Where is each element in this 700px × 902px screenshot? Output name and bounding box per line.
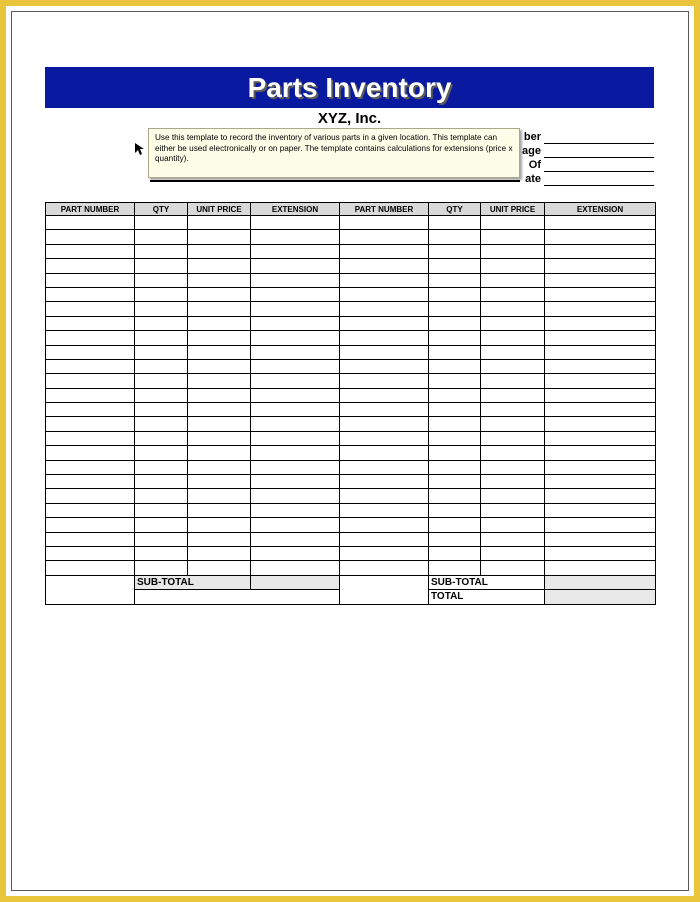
- table-row: [46, 388, 656, 402]
- part-number-cell[interactable]: [340, 561, 429, 575]
- unit-price-cell[interactable]: [188, 446, 251, 460]
- extension-cell[interactable]: [251, 345, 340, 359]
- extension-cell[interactable]: [545, 417, 656, 431]
- extension-cell[interactable]: [251, 287, 340, 301]
- part-number-cell[interactable]: [46, 446, 135, 460]
- part-number-cell[interactable]: [46, 503, 135, 517]
- header-qty: QTY: [429, 203, 481, 216]
- qty-cell[interactable]: [135, 546, 188, 560]
- subtotal-label: SUB-TOTAL: [429, 575, 545, 589]
- unit-price-cell[interactable]: [188, 230, 251, 244]
- unit-price-cell[interactable]: [188, 316, 251, 330]
- qty-cell[interactable]: [135, 273, 188, 287]
- qty-cell[interactable]: [429, 259, 481, 273]
- unit-price-cell[interactable]: [188, 259, 251, 273]
- extension-cell[interactable]: [545, 503, 656, 517]
- extension-cell[interactable]: [545, 244, 656, 258]
- part-number-cell[interactable]: [46, 345, 135, 359]
- extension-cell[interactable]: [251, 475, 340, 489]
- extension-cell[interactable]: [545, 460, 656, 474]
- qty-cell[interactable]: [135, 489, 188, 503]
- extension-cell[interactable]: [251, 561, 340, 575]
- unit-price-cell[interactable]: [481, 561, 545, 575]
- qty-cell[interactable]: [135, 302, 188, 316]
- table-row: [46, 345, 656, 359]
- unit-price-cell[interactable]: [481, 417, 545, 431]
- extension-cell[interactable]: [545, 446, 656, 460]
- unit-price-cell[interactable]: [188, 374, 251, 388]
- table-row: [46, 532, 656, 546]
- extension-cell[interactable]: [251, 216, 340, 230]
- part-number-cell[interactable]: [46, 244, 135, 258]
- part-number-cell[interactable]: [46, 460, 135, 474]
- unit-price-cell[interactable]: [188, 302, 251, 316]
- part-number-cell[interactable]: [340, 532, 429, 546]
- table-row: [46, 546, 656, 560]
- qty-cell[interactable]: [135, 475, 188, 489]
- unit-price-cell[interactable]: [481, 431, 545, 445]
- tooltip-underline: [150, 180, 520, 182]
- qty-cell[interactable]: [135, 403, 188, 417]
- summary-blank: [135, 590, 340, 604]
- page-title: Parts Inventory: [45, 67, 654, 108]
- part-number-cell[interactable]: [46, 374, 135, 388]
- unit-price-cell[interactable]: [188, 417, 251, 431]
- unit-price-cell[interactable]: [481, 374, 545, 388]
- qty-cell[interactable]: [135, 431, 188, 445]
- unit-price-cell[interactable]: [481, 216, 545, 230]
- info-field-page[interactable]: [544, 157, 654, 158]
- table-row: [46, 273, 656, 287]
- part-number-cell[interactable]: [46, 331, 135, 345]
- extension-cell[interactable]: [251, 446, 340, 460]
- qty-cell[interactable]: [135, 259, 188, 273]
- qty-cell[interactable]: [429, 503, 481, 517]
- extension-cell[interactable]: [251, 503, 340, 517]
- qty-cell[interactable]: [135, 244, 188, 258]
- qty-cell[interactable]: [135, 417, 188, 431]
- qty-cell[interactable]: [429, 518, 481, 532]
- extension-cell[interactable]: [251, 532, 340, 546]
- unit-price-cell[interactable]: [481, 460, 545, 474]
- unit-price-cell[interactable]: [481, 446, 545, 460]
- subtotal-value-right: [545, 575, 656, 589]
- unit-price-cell[interactable]: [481, 287, 545, 301]
- unit-price-cell[interactable]: [481, 403, 545, 417]
- inventory-table: [45, 202, 656, 605]
- unit-price-cell[interactable]: [188, 460, 251, 474]
- qty-cell[interactable]: [429, 316, 481, 330]
- part-number-cell[interactable]: [340, 417, 429, 431]
- extension-cell[interactable]: [545, 489, 656, 503]
- extension-cell[interactable]: [545, 359, 656, 373]
- unit-price-cell[interactable]: [481, 518, 545, 532]
- extension-cell[interactable]: [545, 216, 656, 230]
- qty-cell[interactable]: [135, 287, 188, 301]
- extension-cell[interactable]: [251, 388, 340, 402]
- unit-price-cell[interactable]: [188, 287, 251, 301]
- extension-cell[interactable]: [251, 316, 340, 330]
- part-number-cell[interactable]: [46, 273, 135, 287]
- qty-cell[interactable]: [429, 403, 481, 417]
- unit-price-cell[interactable]: [188, 345, 251, 359]
- table-row: [46, 460, 656, 474]
- qty-cell[interactable]: [429, 489, 481, 503]
- extension-cell[interactable]: [251, 273, 340, 287]
- total-label: TOTAL: [429, 590, 545, 604]
- table-row: [46, 446, 656, 460]
- qty-cell[interactable]: [429, 345, 481, 359]
- unit-price-cell[interactable]: [188, 388, 251, 402]
- unit-price-cell[interactable]: [481, 230, 545, 244]
- qty-cell[interactable]: [429, 475, 481, 489]
- unit-price-cell[interactable]: [188, 532, 251, 546]
- unit-price-cell[interactable]: [481, 244, 545, 258]
- part-number-cell[interactable]: [340, 431, 429, 445]
- part-number-cell[interactable]: [340, 216, 429, 230]
- part-number-cell[interactable]: [46, 489, 135, 503]
- unit-price-cell[interactable]: [188, 359, 251, 373]
- info-field-date[interactable]: [544, 185, 654, 186]
- summary-spacer: [46, 575, 135, 604]
- extension-cell[interactable]: [545, 259, 656, 273]
- qty-cell[interactable]: [429, 302, 481, 316]
- part-number-cell[interactable]: [46, 359, 135, 373]
- part-number-cell[interactable]: [46, 302, 135, 316]
- extension-cell[interactable]: [251, 417, 340, 431]
- extension-cell[interactable]: [251, 302, 340, 316]
- qty-cell[interactable]: [429, 546, 481, 560]
- part-number-cell[interactable]: [340, 546, 429, 560]
- table-row: [46, 359, 656, 373]
- extension-cell[interactable]: [251, 431, 340, 445]
- qty-cell[interactable]: [429, 431, 481, 445]
- unit-price-cell[interactable]: [481, 273, 545, 287]
- table-row: [46, 503, 656, 517]
- part-number-cell[interactable]: [46, 259, 135, 273]
- unit-price-cell[interactable]: [188, 546, 251, 560]
- extension-cell[interactable]: [545, 316, 656, 330]
- table-row: [46, 417, 656, 431]
- part-number-cell[interactable]: [46, 546, 135, 560]
- qty-cell[interactable]: [135, 388, 188, 402]
- extension-cell[interactable]: [545, 302, 656, 316]
- unit-price-cell[interactable]: [188, 489, 251, 503]
- extension-cell[interactable]: [545, 532, 656, 546]
- header-qty: QTY: [135, 203, 188, 216]
- qty-cell[interactable]: [429, 287, 481, 301]
- unit-price-cell[interactable]: [481, 546, 545, 560]
- qty-cell[interactable]: [429, 273, 481, 287]
- part-number-cell[interactable]: [46, 475, 135, 489]
- header-part-number: PART NUMBER: [340, 203, 429, 216]
- qty-cell[interactable]: [429, 359, 481, 373]
- unit-price-cell[interactable]: [188, 518, 251, 532]
- unit-price-cell[interactable]: [188, 244, 251, 258]
- unit-price-cell[interactable]: [188, 273, 251, 287]
- part-number-cell[interactable]: [340, 316, 429, 330]
- qty-cell[interactable]: [135, 331, 188, 345]
- part-number-cell[interactable]: [46, 388, 135, 402]
- extension-cell[interactable]: [545, 273, 656, 287]
- qty-cell[interactable]: [135, 503, 188, 517]
- table-row: [46, 302, 656, 316]
- header-extension: EXTENSION: [545, 203, 656, 216]
- table-row: [46, 403, 656, 417]
- qty-cell[interactable]: [135, 446, 188, 460]
- extension-cell[interactable]: [545, 230, 656, 244]
- qty-cell[interactable]: [135, 518, 188, 532]
- unit-price-cell[interactable]: [188, 561, 251, 575]
- part-number-cell[interactable]: [340, 359, 429, 373]
- part-number-cell[interactable]: [46, 230, 135, 244]
- extension-cell[interactable]: [251, 259, 340, 273]
- qty-cell[interactable]: [135, 316, 188, 330]
- table-row: [46, 287, 656, 301]
- part-number-cell[interactable]: [340, 403, 429, 417]
- unit-price-cell[interactable]: [481, 503, 545, 517]
- extension-cell[interactable]: [251, 230, 340, 244]
- unit-price-cell[interactable]: [188, 431, 251, 445]
- info-label-page: age: [522, 145, 541, 157]
- part-number-cell[interactable]: [46, 561, 135, 575]
- part-number-cell[interactable]: [46, 287, 135, 301]
- comment-tooltip: Use this template to record the inventory of various parts in a given location. This template can either be used electronically or on paper. The template contains calculations for extensions (price x quantity).: [148, 128, 520, 178]
- part-number-cell[interactable]: [340, 460, 429, 474]
- qty-cell[interactable]: [429, 230, 481, 244]
- part-number-cell[interactable]: [340, 331, 429, 345]
- unit-price-cell[interactable]: [481, 316, 545, 330]
- qty-cell[interactable]: [429, 374, 481, 388]
- total-value: [545, 590, 656, 604]
- extension-cell[interactable]: [545, 388, 656, 402]
- unit-price-cell[interactable]: [188, 503, 251, 517]
- unit-price-cell[interactable]: [188, 475, 251, 489]
- qty-cell[interactable]: [429, 216, 481, 230]
- subtotal-value-left: [251, 575, 340, 589]
- table-header-row: [46, 203, 656, 216]
- header-extension: EXTENSION: [251, 203, 340, 216]
- unit-price-cell[interactable]: [481, 302, 545, 316]
- unit-price-cell[interactable]: [188, 331, 251, 345]
- part-number-cell[interactable]: [46, 431, 135, 445]
- table-row: [46, 489, 656, 503]
- extension-cell[interactable]: [545, 403, 656, 417]
- unit-price-cell[interactable]: [481, 359, 545, 373]
- extension-cell[interactable]: [545, 431, 656, 445]
- extension-cell[interactable]: [545, 345, 656, 359]
- extension-cell[interactable]: [251, 331, 340, 345]
- extension-cell[interactable]: [251, 460, 340, 474]
- subtotal-row: [46, 575, 656, 589]
- info-label-number: ber: [523, 131, 541, 143]
- part-number-cell[interactable]: [46, 316, 135, 330]
- qty-cell[interactable]: [429, 561, 481, 575]
- part-number-cell[interactable]: [340, 489, 429, 503]
- qty-cell[interactable]: [135, 374, 188, 388]
- part-number-cell[interactable]: [46, 532, 135, 546]
- unit-price-cell[interactable]: [481, 331, 545, 345]
- table-row: [46, 431, 656, 445]
- summary-spacer: [340, 575, 429, 604]
- table-row: [46, 316, 656, 330]
- table-row: [46, 244, 656, 258]
- info-label-date: ate: [525, 173, 541, 185]
- part-number-cell[interactable]: [46, 518, 135, 532]
- qty-cell[interactable]: [135, 345, 188, 359]
- table-row: [46, 518, 656, 532]
- table-row: [46, 374, 656, 388]
- extension-cell[interactable]: [545, 287, 656, 301]
- part-number-cell[interactable]: [340, 230, 429, 244]
- qty-cell[interactable]: [135, 460, 188, 474]
- part-number-cell[interactable]: [340, 287, 429, 301]
- unit-price-cell[interactable]: [188, 216, 251, 230]
- extension-cell[interactable]: [251, 518, 340, 532]
- part-number-cell[interactable]: [340, 518, 429, 532]
- qty-cell[interactable]: [429, 532, 481, 546]
- part-number-cell[interactable]: [340, 345, 429, 359]
- table-row: [46, 230, 656, 244]
- table-row: [46, 259, 656, 273]
- table-row: [46, 216, 656, 230]
- qty-cell[interactable]: [429, 388, 481, 402]
- part-number-cell[interactable]: [340, 302, 429, 316]
- qty-cell[interactable]: [135, 532, 188, 546]
- header-part-number: PART NUMBER: [46, 203, 135, 216]
- part-number-cell[interactable]: [46, 216, 135, 230]
- unit-price-cell[interactable]: [481, 532, 545, 546]
- part-number-cell[interactable]: [340, 374, 429, 388]
- qty-cell[interactable]: [135, 216, 188, 230]
- qty-cell[interactable]: [135, 359, 188, 373]
- extension-cell[interactable]: [545, 546, 656, 560]
- part-number-cell[interactable]: [340, 273, 429, 287]
- info-label-of: Of: [528, 159, 541, 171]
- qty-cell[interactable]: [135, 230, 188, 244]
- table-row: [46, 331, 656, 345]
- extension-cell[interactable]: [251, 489, 340, 503]
- extension-cell[interactable]: [545, 331, 656, 345]
- part-number-cell[interactable]: [46, 403, 135, 417]
- part-number-cell[interactable]: [340, 475, 429, 489]
- extension-cell[interactable]: [545, 518, 656, 532]
- extension-cell[interactable]: [251, 244, 340, 258]
- unit-price-cell[interactable]: [481, 345, 545, 359]
- part-number-cell[interactable]: [340, 446, 429, 460]
- qty-cell[interactable]: [429, 244, 481, 258]
- part-number-cell[interactable]: [340, 503, 429, 517]
- info-field-of[interactable]: [544, 171, 654, 172]
- extension-cell[interactable]: [251, 374, 340, 388]
- unit-price-cell[interactable]: [481, 259, 545, 273]
- qty-cell[interactable]: [429, 460, 481, 474]
- extension-cell[interactable]: [545, 475, 656, 489]
- header-unit-price: UNIT PRICE: [188, 203, 251, 216]
- cursor-arrow-icon: [134, 142, 146, 156]
- unit-price-cell[interactable]: [481, 489, 545, 503]
- extension-cell[interactable]: [545, 374, 656, 388]
- part-number-cell[interactable]: [340, 259, 429, 273]
- table-row: [46, 561, 656, 575]
- qty-cell[interactable]: [135, 561, 188, 575]
- extension-cell[interactable]: [251, 546, 340, 560]
- extension-cell[interactable]: [251, 359, 340, 373]
- table-row: [46, 475, 656, 489]
- qty-cell[interactable]: [429, 331, 481, 345]
- part-number-cell[interactable]: [46, 417, 135, 431]
- unit-price-cell[interactable]: [481, 475, 545, 489]
- part-number-cell[interactable]: [340, 388, 429, 402]
- qty-cell[interactable]: [429, 417, 481, 431]
- part-number-cell[interactable]: [340, 244, 429, 258]
- company-name: XYZ, Inc.: [317, 110, 382, 127]
- subtotal-label: SUB-TOTAL: [135, 575, 251, 589]
- unit-price-cell[interactable]: [481, 388, 545, 402]
- extension-cell[interactable]: [251, 403, 340, 417]
- qty-cell[interactable]: [429, 446, 481, 460]
- info-field-number[interactable]: [544, 143, 654, 144]
- unit-price-cell[interactable]: [188, 403, 251, 417]
- header-unit-price: UNIT PRICE: [481, 203, 545, 216]
- extension-cell[interactable]: [545, 561, 656, 575]
